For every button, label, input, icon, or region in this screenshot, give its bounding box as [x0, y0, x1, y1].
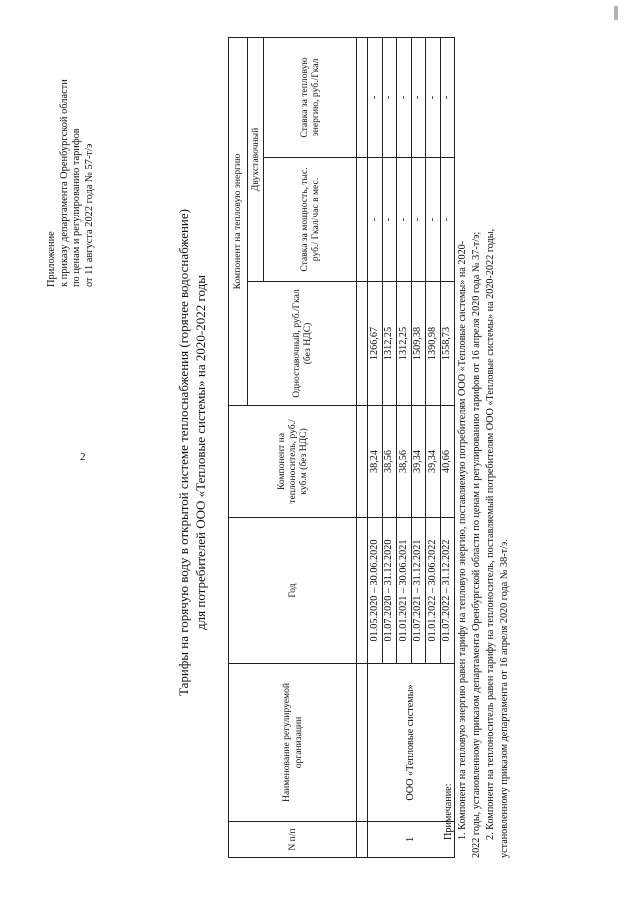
header-single-rate: Одноставочный, руб./Гкал (без НДС) [248, 282, 357, 406]
capacity-rate-cell: - [440, 158, 455, 282]
header-energy-component: Компонент на тепловую энергию [229, 38, 248, 406]
header-num: N п/п [229, 822, 357, 858]
table-row [368, 38, 383, 858]
header-organization: Наименование регулируемой организации [229, 664, 357, 822]
carrier-cell: 40,66 [440, 406, 455, 518]
period-cell: 01.05.2020 – 30.06.2020 [368, 518, 383, 664]
row-number: 1 [368, 822, 455, 858]
single-rate-cell: 1312,25 [397, 282, 412, 406]
energy-rate-cell: - [382, 38, 397, 158]
capacity-rate-cell: - [426, 158, 441, 282]
capacity-rate-cell: - [411, 158, 426, 282]
capacity-rate-cell: - [382, 158, 397, 282]
single-rate-cell: 1509,38 [411, 282, 426, 406]
notes-block [442, 38, 512, 858]
organization-name: ООО «Тепловые системы» [368, 664, 455, 822]
carrier-cell: 38,24 [368, 406, 383, 518]
energy-rate-cell: - [368, 38, 383, 158]
document-title-line-2: для потребителей ООО «Тепловые системы» на 2020-2022 годы [193, 275, 208, 630]
tariff-table [228, 37, 455, 858]
note-1-line-2: 2022 годы, установленному приказом департамента Оренбургской области по ценам и регулированию тарифов от 16 апреля 2020 года № 37-т/э; [471, 231, 483, 858]
header-carrier-component: Компонент на теплоноситель, руб./куб.м (без НДС) [229, 406, 357, 518]
note-2-line-2: установленному приказом департамента от 16 апреля 2020 года № 38-т/э. [499, 539, 511, 858]
appendix-line: по ценам и регулированию тарифов [71, 128, 83, 287]
note-2-line-1: 2. Компонент на теплоноситель равен тарифу на теплоноситель, поставляемый потребителям ООО «Тепловые системы» на 2020-2022 годы, [485, 228, 497, 840]
header-energy-rate: Ставка за тепловую энергию, руб./Гкал [264, 38, 357, 158]
single-rate-cell: 1266,67 [368, 282, 383, 406]
note-1-line-1: 1. Компонент на тепловую энергию равен тарифу на тепловую энергию, поставляемую потребителям ООО «Тепловые системы» на 2020- [457, 240, 469, 840]
appendix-line: Приложение [46, 231, 57, 287]
carrier-cell: 39,34 [426, 406, 441, 518]
header-two-rate: Двухставочный [248, 38, 264, 282]
header-period: Год [229, 518, 357, 664]
appendix-line: от 11 августа 2022 года № 57-т/э [84, 143, 96, 287]
notes-heading: Примечание: [443, 783, 454, 840]
document-title-line-1: Тарифы на горячую воду в открытой системе теплоснабжения (горячее водоснабжение) [176, 209, 191, 696]
appendix-block [46, 47, 97, 287]
single-rate-cell: 1390,98 [426, 282, 441, 406]
header-capacity-rate: Ставка за мощность, тыс. руб./ Гкал/час в мес. [264, 158, 357, 282]
capacity-rate-cell: - [397, 158, 412, 282]
energy-rate-cell: - [411, 38, 426, 158]
page-number: 2 [80, 451, 86, 463]
single-rate-cell: 1312,25 [382, 282, 397, 406]
energy-rate-cell: - [426, 38, 441, 158]
energy-rate-cell: - [397, 38, 412, 158]
carrier-cell: 39,34 [411, 406, 426, 518]
table-spacer-row [357, 38, 368, 858]
capacity-rate-cell: - [368, 158, 383, 282]
single-rate-cell: 1558,73 [440, 282, 455, 406]
carrier-cell: 38,56 [397, 406, 412, 518]
period-cell: 01.07.2021 – 31.12.2021 [411, 518, 426, 664]
period-cell: 01.07.2020 – 31.12.2020 [382, 518, 397, 664]
energy-rate-cell: - [440, 38, 455, 158]
scan-mark [614, 6, 618, 20]
document-sheet [40, 35, 540, 870]
carrier-cell: 38,56 [382, 406, 397, 518]
period-cell: 01.01.2022 – 30.06.2022 [426, 518, 441, 664]
period-cell: 01.07.2022 – 31.12.2022 [440, 518, 455, 664]
appendix-line: к приказу департамента Оренбургской области [58, 79, 70, 287]
period-cell: 01.01.2021 – 30.06.2021 [397, 518, 412, 664]
